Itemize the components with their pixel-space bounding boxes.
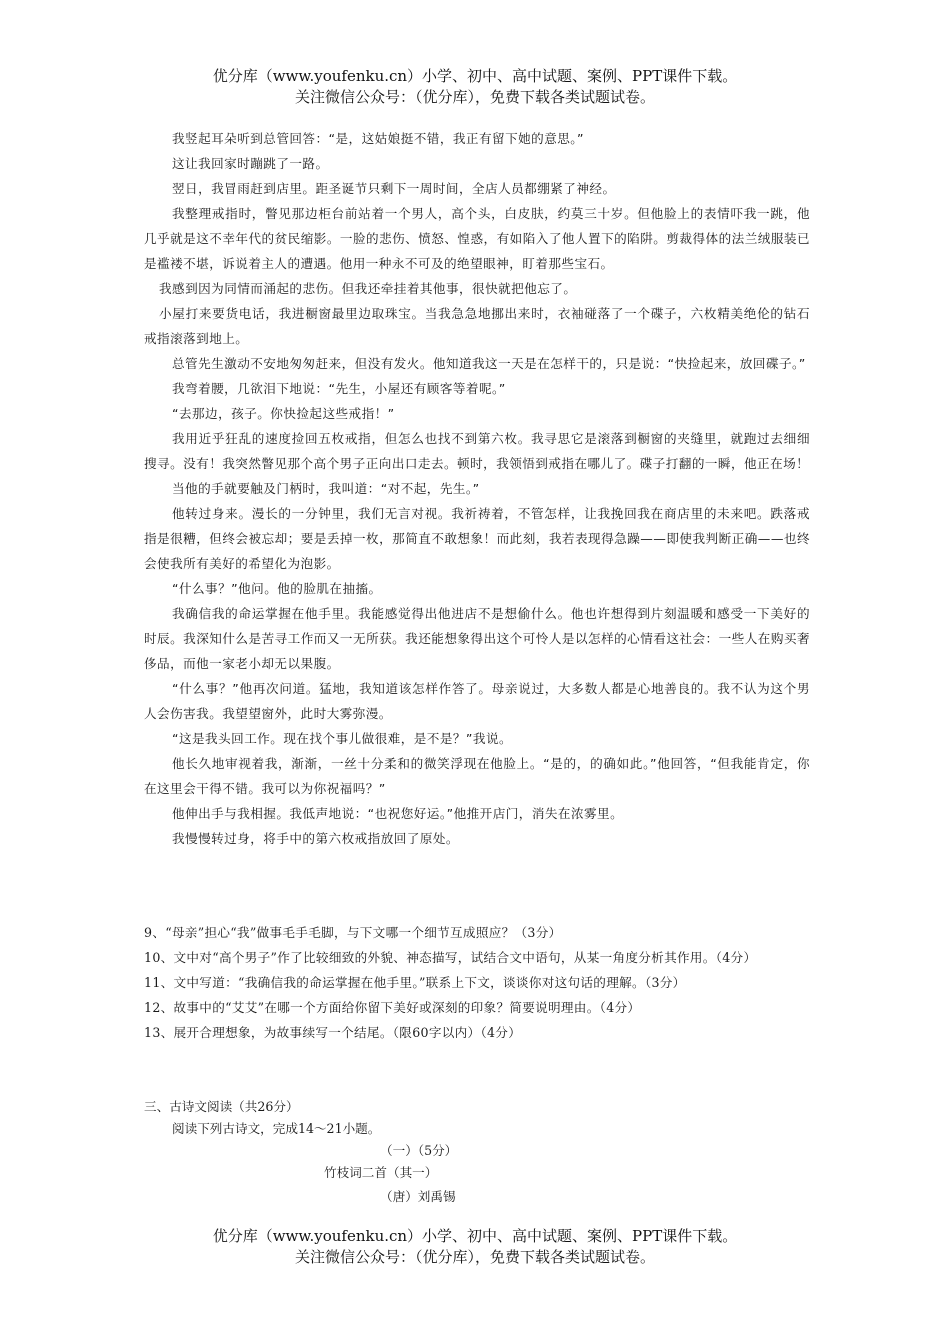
question-9: 9、“母亲”担心“我”做事毛手毛脚，与下文哪一个细节互成照应？（3分） xyxy=(144,925,562,940)
paragraph: 他长久地审视着我，渐渐，一丝十分柔和的微笑浮现在他脸上。“是的，的确如此。”他回答，“但我能肯定，你在这里会干得不错。我可以为你祝福吗？” xyxy=(144,756,810,796)
paragraph: 我弯着腰，几欲泪下地说：“先生，小屋还有顾客等着呢。” xyxy=(172,381,506,396)
poem-title: 竹枝词二首（其一） xyxy=(324,1165,438,1180)
paragraph: 他转过身来。漫长的一分钟里，我们无言对视。我祈祷着，不管怎样，让我挽回我在商店里的未来吧。跌落戒指是很糟，但终会被忘却；要是丢掉一枚，那简直不敢想象！而此刻，我若表现得急躁——即使我判断正确——也终会使我所有美好的希望化为泡影。 xyxy=(144,506,810,571)
paragraph: 我感到因为同情而涌起的悲伤。但我还牵挂着其他事，很快就把他忘了。 xyxy=(159,281,577,296)
question-10: 10、文中对“高个男子”作了比较细致的外貌、神态描写，试结合文中语句，从某一角度分析其作用。（4分） xyxy=(144,950,757,965)
paragraph: “什么事？”他问。他的脸肌在抽搐。 xyxy=(172,581,382,596)
paragraph: “这是我头回工作。现在找个事儿做很难，是不是？”我说。 xyxy=(172,731,513,746)
paragraph: 总管先生激动不安地匆匆赶来，但没有发火。他知道我这一天是在怎样干的，只是说：“快捡起来，放回碟子。” xyxy=(172,356,806,371)
footer-line-2: 关注微信公众号：（优分库），免费下载各类试题试卷。 xyxy=(294,1248,655,1266)
question-12: 12、故事中的“艾艾”在哪一个方面给你留下美好或深刻的印象？简要说明理由。（4分） xyxy=(144,1000,641,1015)
paragraph: 我整理戒指时，瞥见那边柜台前站着一个男人，高个头，白皮肤，约莫三十岁。但他脸上的表情吓我一跳，他几乎就是这不幸年代的贫民缩影。一脸的悲伤、愤怒、惶惑，有如陷入了他人置下的陷阱。剪裁得体的法兰绒服装已是褴褛不堪，诉说着主人的遭遇。他用一种永不可及的绝望眼神，盯着那些宝石。 xyxy=(144,206,810,271)
section-title: 三、古诗文阅读（共26分） xyxy=(144,1099,299,1114)
question-11: 11、文中写道：“我确信我的命运掌握在他手里。”联系上下文，谈谈你对这句话的理解。（3分） xyxy=(144,975,686,990)
footer-line-1: 优分库（www.youfenku.cn）小学、初中、高中试题、案例、PPT课件下载。 xyxy=(212,1227,738,1245)
paragraph: 这让我回家时蹦跳了一路。 xyxy=(172,156,329,171)
paragraph: 我确信我的命运掌握在他手里。我能感觉得出他进店不是想偷什么。他也许想得到片刻温暖和感受一下美好的时辰。我深知什么是苦寻工作而又一无所获。我还能想象得出这个可怜人是以怎样的心情看这社会：一些人在购买奢侈品，而他一家老小却无以果腹。 xyxy=(144,606,810,671)
header-line-1: 优分库（www.youfenku.cn）小学、初中、高中试题、案例、PPT课件下载。 xyxy=(212,67,738,85)
paragraph: 我竖起耳朵听到总管回答：“是，这姑娘挺不错，我正有留下她的意思。” xyxy=(172,131,585,146)
header-line-2: 关注微信公众号：（优分库），免费下载各类试题试卷。 xyxy=(294,88,655,106)
paragraph: 当他的手就要触及门柄时，我叫道：“对不起，先生。” xyxy=(172,481,480,496)
question-13: 13、展开合理想象，为故事续写一个结尾。（限60字以内）（4分） xyxy=(144,1025,522,1040)
paragraph: “去那边，孩子。你快捡起这些戒指！” xyxy=(172,406,395,421)
story-passage xyxy=(144,126,810,851)
part-label: （一）（5分） xyxy=(380,1143,458,1158)
paragraph: 翌日，我冒雨赶到店里。距圣诞节只剩下一周时间，全店人员都绷紧了神经。 xyxy=(172,181,616,196)
section-instruction: 阅读下列古诗文，完成14～21小题。 xyxy=(172,1121,381,1136)
poem-author: （唐）刘禹锡 xyxy=(380,1189,456,1204)
paragraph: 我用近乎狂乱的速度捡回五枚戒指，但怎么也找不到第六枚。我寻思它是滚落到橱窗的夹缝里，就跑过去细细搜寻。没有！我突然瞥见那个高个男子正向出口走去。顿时，我领悟到戒指在哪儿了。碟子打翻的一瞬，他正在场！ xyxy=(144,431,810,471)
paragraph: 我慢慢转过身，将手中的第六枚戒指放回了原处。 xyxy=(172,831,459,846)
paragraph: 他伸出手与我相握。我低声地说：“也祝您好运。”他推开店门，消失在浓雾里。 xyxy=(172,806,624,821)
paragraph: 小屋打来要货电话，我进橱窗最里边取珠宝。当我急急地挪出来时，衣袖碰落了一个碟子，六枚精美绝伦的钻石戒指滚落到地上。 xyxy=(144,306,810,346)
paragraph: “什么事？”他再次问道。猛地，我知道该怎样作答了。母亲说过，大多数人都是心地善良的。我不认为这个男人会伤害我。我望望窗外，此时大雾弥漫。 xyxy=(144,681,810,721)
question-list xyxy=(144,920,810,1045)
page-footer xyxy=(0,1226,950,1268)
page-header xyxy=(0,66,950,108)
